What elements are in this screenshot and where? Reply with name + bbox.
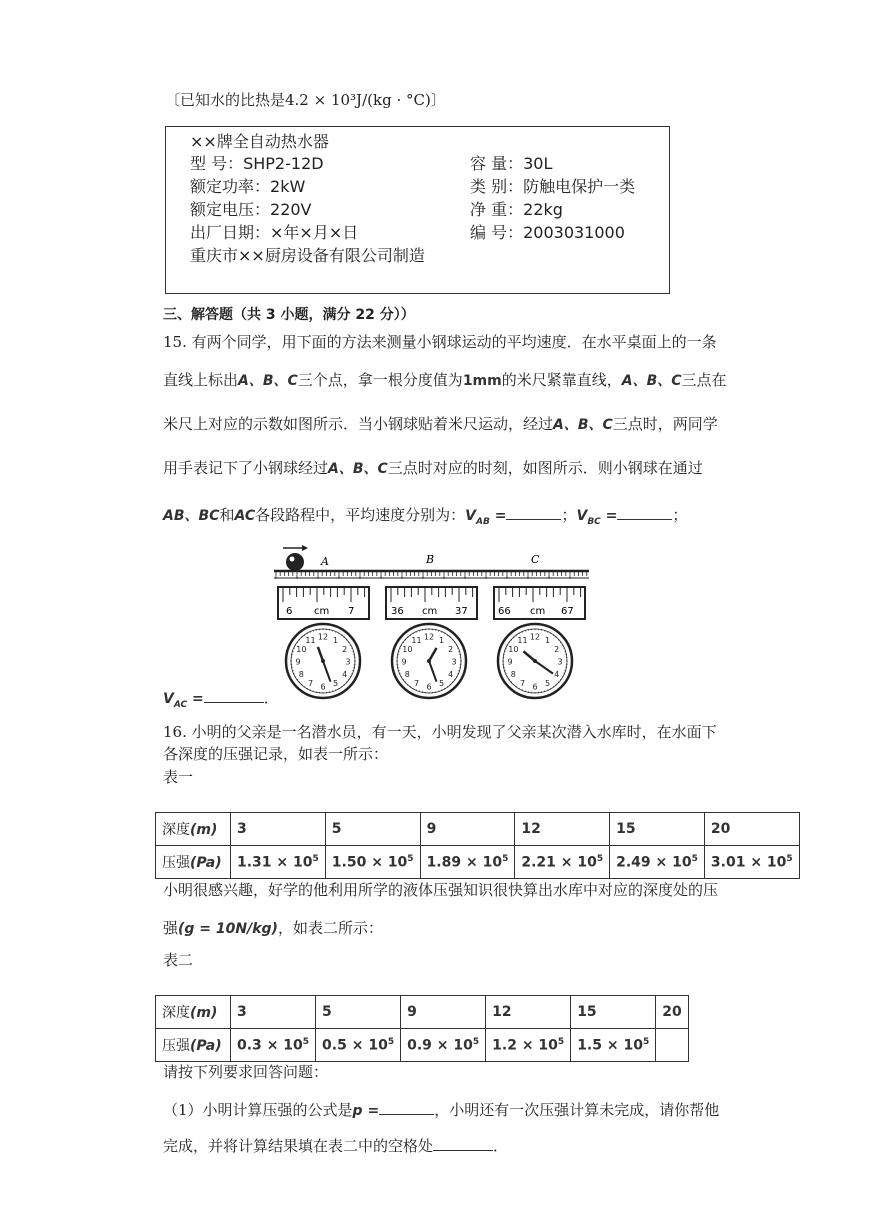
svg-text:4: 4 (342, 670, 348, 679)
table1-cell: $2.21 \times 10^5$ (515, 846, 610, 879)
q15-line1: 15. 有两个同学，用下面的方法来测量小钢球运动的平均速度．在水平桌面上的一条 (163, 333, 717, 351)
svg-text:4: 4 (554, 670, 560, 679)
table-1 (155, 812, 800, 879)
ruler-window-b (386, 587, 477, 619)
q15-line2: 直线上标出A、B、C三个点，拿一根分度值为1mm的米尺紧靠直线，A、B、C三点在 (163, 371, 727, 389)
table2-cell: 9 (401, 996, 486, 1029)
svg-text:3: 3 (557, 657, 563, 667)
svg-text:8: 8 (510, 670, 516, 679)
table1-cell: 9 (420, 813, 515, 846)
long-ruler (274, 571, 589, 579)
table1-cell: 3 (231, 813, 326, 846)
svg-text:5: 5 (438, 679, 445, 689)
svg-text:36: 36 (391, 606, 404, 617)
stopwatch-clock-icon (286, 624, 360, 698)
svg-text:9: 9 (295, 657, 301, 667)
q16-sub1: （1）小明计算压强的公式是p = ，小明还有一次压强计算未完成，请你帮他 (163, 1101, 720, 1119)
q16-sub1-cont: 完成，并将计算结果填在表二中的空格处 ． (163, 1137, 509, 1155)
stopwatch-clock-icon (498, 624, 572, 698)
table2-cell: 12 (486, 996, 571, 1029)
table1-cell: $3.01 \times 10^5$ (704, 846, 799, 879)
svg-text:1: 1 (544, 635, 551, 645)
svg-text:9: 9 (507, 657, 513, 667)
table2-pressure-header: 压强(Pa) (156, 1029, 231, 1062)
table2-cell: $1.5 \times 10^5$ (571, 1029, 656, 1062)
svg-text:9: 9 (401, 657, 407, 667)
table1-cell: $1.31 \times 10^5$ (231, 846, 326, 879)
table1-cell: $1.50 \times 10^5$ (325, 846, 420, 879)
svg-text:3: 3 (345, 657, 351, 667)
nameplate-voltage: 额定电压：220V (190, 200, 312, 219)
svg-text:7: 7 (519, 679, 526, 689)
q15-line4: 用手表记下了小钢球经过A、B、C三点时对应的时刻，如图所示．则小钢球在通过 (163, 459, 703, 477)
svg-text:6: 6 (532, 682, 538, 692)
svg-text:6: 6 (286, 606, 293, 617)
svg-text:3: 3 (451, 657, 457, 667)
svg-text:12: 12 (317, 632, 329, 642)
nameplate-date: 出厂日期：×年×月×日 (190, 223, 359, 242)
table1-cell: 12 (515, 813, 610, 846)
table2-cell: 20 (656, 996, 688, 1029)
table2-title: 表二 (163, 951, 194, 969)
table1-cell: $2.49 \times 10^5$ (610, 846, 705, 879)
svg-text:cm: cm (530, 606, 546, 617)
ruler-window-a (278, 587, 369, 619)
table1-cell: $1.89 \times 10^5$ (420, 846, 515, 879)
svg-text:8: 8 (298, 670, 304, 679)
specific-heat-note: 〔已知水的比热是4.2 × 10³J/(kg · °C)〕 (165, 91, 446, 109)
q16-line4: 强(g = 10N/kg)，如表二所示： (163, 919, 383, 937)
svg-text:66: 66 (498, 606, 511, 617)
table2-empty-answer-cell[interactable] (656, 1029, 688, 1062)
svg-text:7: 7 (307, 679, 314, 689)
svg-text:1: 1 (438, 635, 445, 645)
table1-title: 表一 (163, 768, 194, 786)
svg-text:5: 5 (544, 679, 551, 689)
svg-text:4: 4 (448, 670, 454, 679)
svg-text:8: 8 (404, 670, 410, 679)
point-label-c: C (531, 553, 540, 566)
q16-line3: 小明很感兴趣，好学的他利用所学的液体压强知识很快算出水库中对应的深度处的压 (163, 881, 719, 899)
svg-text:12: 12 (423, 632, 435, 642)
steel-ball-icon (286, 553, 304, 571)
table2-pressure-row (156, 1029, 689, 1062)
nameplate-type: 类 别：防触电保护一类 (470, 177, 636, 196)
nameplate-serial: 编 号：2003031000 (470, 223, 625, 242)
table2-cell: 3 (231, 996, 316, 1029)
table2-cell: $1.2 \times 10^5$ (486, 1029, 571, 1062)
table-2 (155, 995, 689, 1062)
table1-pressure-header: 压强(Pa) (156, 846, 231, 879)
table1-cell: 15 (610, 813, 705, 846)
table2-cell: $0.9 \times 10^5$ (401, 1029, 486, 1062)
point-label-b: B (426, 553, 435, 566)
svg-text:67: 67 (561, 606, 574, 617)
table2-cell: 15 (571, 996, 656, 1029)
svg-text:5: 5 (332, 679, 339, 689)
svg-text:11: 11 (305, 635, 316, 645)
answer-blank-vab[interactable] (506, 505, 561, 520)
answer-blank-vbc[interactable] (617, 505, 672, 520)
table1-depth-header: 深度(m) (156, 813, 231, 846)
svg-text:10: 10 (402, 645, 413, 654)
svg-text:2: 2 (554, 645, 560, 654)
answer-blank-formula[interactable] (379, 1100, 434, 1115)
nameplate-power: 额定功率：2kW (190, 177, 306, 196)
nameplate-title: ××牌全自动热水器 (190, 132, 329, 151)
section-heading: 三、解答题（共 3 小题，满分 22 分）） (163, 307, 415, 323)
nameplate-weight: 净 重：22kg (470, 200, 563, 219)
table2-cell: 5 (316, 996, 401, 1029)
svg-text:2: 2 (448, 645, 454, 654)
q16-line2: 各深度的压强记录，如表一所示： (163, 745, 389, 763)
svg-text:cm: cm (314, 606, 330, 617)
svg-text:1: 1 (332, 635, 339, 645)
q16-line5: 请按下列要求回答问题： (163, 1063, 329, 1081)
nameplate-maker: 重庆市××厨房设备有限公司制造 (190, 246, 425, 265)
stopwatch-clock-icon (392, 624, 466, 698)
ruler-window-c (494, 587, 585, 619)
svg-text:7: 7 (348, 606, 355, 617)
table1-cell: 20 (704, 813, 799, 846)
table2-cell: $0.3 \times 10^5$ (231, 1029, 316, 1062)
table2-depth-row (156, 996, 689, 1029)
svg-text:6: 6 (426, 682, 432, 692)
nameplate-capacity: 容 量：30L (470, 154, 553, 173)
answer-blank-pressure[interactable] (433, 1136, 493, 1151)
q16-line1: 16. 小明的父亲是一名潜水员，有一天，小明发现了父亲某次潜入水库时，在水面下 (163, 723, 717, 741)
q15-line3: 米尺上对应的示数如图所示．当小钢球贴着米尺运动，经过A、B、C三点时，两同学 (163, 415, 718, 433)
svg-text:11: 11 (411, 635, 422, 645)
svg-text:6: 6 (320, 682, 326, 692)
q15-line5: AB、BC和AC各段路程中，平均速度分别为：$V_{AB}$ = ；$V_{BC}$ = ； (163, 506, 688, 527)
svg-text:10: 10 (508, 645, 519, 654)
nameplate-model: 型 号：SHP2-12D (190, 154, 324, 173)
svg-text:37: 37 (455, 606, 468, 617)
table1-depth-row (156, 813, 800, 846)
svg-text:11: 11 (517, 635, 528, 645)
table1-cell: 5 (325, 813, 420, 846)
svg-text:12: 12 (529, 632, 541, 642)
table2-depth-header: 深度(m) (156, 996, 231, 1029)
answer-blank-vac[interactable] (204, 688, 264, 703)
q15-vac-line: $V_{AC}$ = ． (163, 689, 279, 710)
table2-cell: $0.5 \times 10^5$ (316, 1029, 401, 1062)
table1-pressure-row (156, 846, 800, 879)
point-label-a: A (321, 555, 329, 568)
svg-text:cm: cm (422, 606, 438, 617)
ruler-clock-figure (274, 543, 589, 703)
svg-text:7: 7 (413, 679, 420, 689)
svg-text:2: 2 (342, 645, 348, 654)
svg-text:10: 10 (296, 645, 307, 654)
